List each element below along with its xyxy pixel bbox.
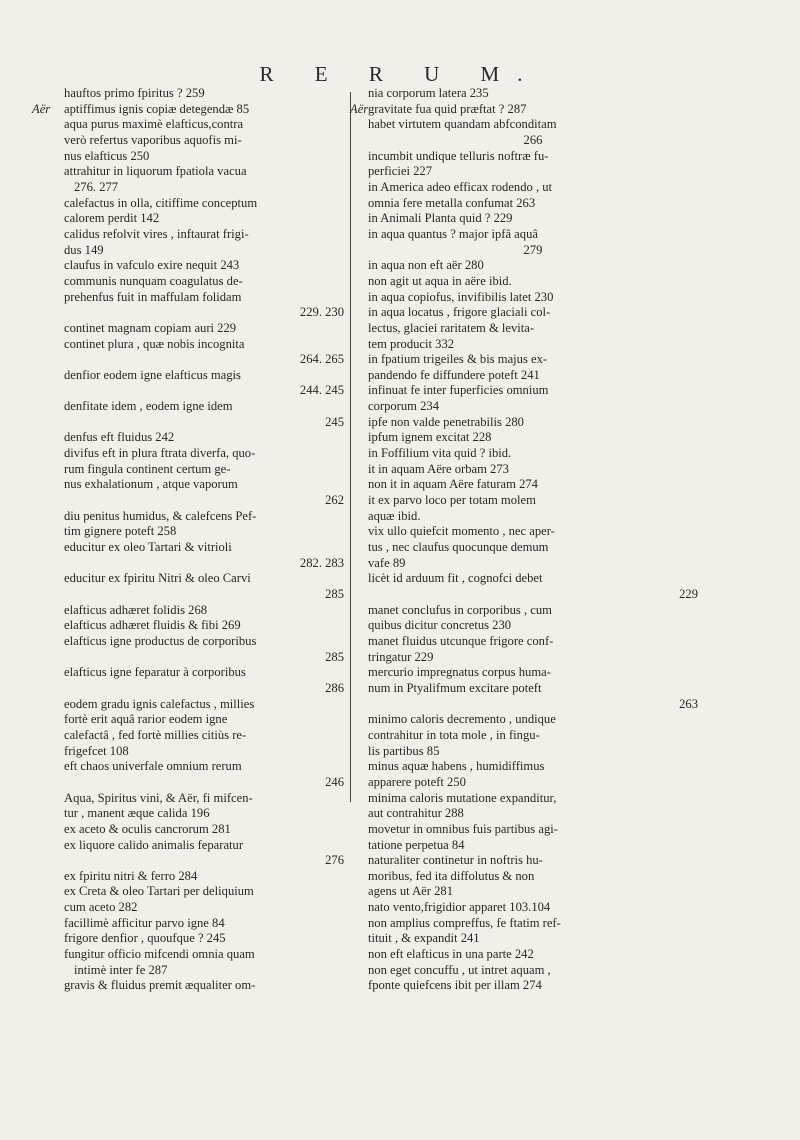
index-entry-text: 244. 245 <box>299 383 344 398</box>
index-entry-text: frigefcet 108 <box>64 743 129 758</box>
index-entry-text: minus aquæ habens , humidiffimus <box>368 759 545 774</box>
index-line <box>368 399 698 415</box>
index-line <box>64 603 344 619</box>
index-entry-text: 276 <box>325 853 344 868</box>
index-line <box>64 931 344 947</box>
index-line <box>368 430 698 446</box>
index-line <box>64 665 344 681</box>
index-entry-text: licèt id arduum fit , cognofci debet <box>368 571 543 586</box>
index-line <box>368 321 698 337</box>
index-entry-text: tus , nec claufus quocunque demum <box>368 540 549 555</box>
index-entry-text: manet fluidus utcunque frigore conf- <box>368 633 554 648</box>
index-line <box>64 791 344 807</box>
margin-keyword: Aër <box>350 101 369 116</box>
index-entry-text: fponte quiefcens ibit per illam 274 <box>368 978 542 993</box>
index-line <box>64 744 344 760</box>
index-entry-text: mercurio impregnatus corpus huma- <box>368 665 551 680</box>
index-entry-text: tatione perpetua 84 <box>368 837 465 852</box>
index-entry-text: tituit , & expandit 241 <box>368 931 480 946</box>
index-entry-text: it ex parvo loco per totam molem <box>368 493 536 508</box>
margin-keyword: Aër <box>32 101 51 116</box>
index-entry-text: it in aquam Aëre orbam 273 <box>368 461 509 476</box>
page-header: R E R U M. <box>259 62 541 86</box>
index-line <box>64 806 344 822</box>
index-line <box>64 399 344 415</box>
index-entry-text: moribus, fed ita diffolutus & non <box>368 868 535 883</box>
index-line <box>32 101 344 118</box>
index-entry-text: eodem gradu ignis calefactus , millies <box>64 696 255 711</box>
index-entry-text: minimo caloris decremento , undique <box>368 712 556 727</box>
index-line <box>64 180 344 196</box>
index-line <box>64 963 344 979</box>
index-entry-text: vix ullo quiefcit momento , nec aper- <box>368 524 555 539</box>
index-line <box>368 806 698 822</box>
index-line <box>64 493 344 509</box>
index-entry-text: 246 <box>325 774 344 789</box>
index-line <box>64 462 344 478</box>
index-line <box>368 133 698 149</box>
index-line <box>64 947 344 963</box>
index-line <box>64 133 344 149</box>
index-line <box>64 305 344 321</box>
index-line <box>368 963 698 979</box>
index-entry-text: lectus, glaciei raritatem & levita- <box>368 320 535 335</box>
index-entry-text: 286 <box>325 680 344 695</box>
index-entry-text: educitur ex fpiritu Nitri & oleo Carvi <box>64 571 251 586</box>
index-entry-text: diu penitus humidus, & calefcens Pef- <box>64 508 257 523</box>
index-entry-text: prehenfus fuit in maffulam folidam <box>64 289 242 304</box>
index-line <box>368 117 698 133</box>
index-line <box>368 681 698 697</box>
index-entry-text: cum aceto 282 <box>64 900 138 915</box>
index-line <box>64 477 344 493</box>
index-line <box>64 759 344 775</box>
index-entry-text: calefactus in olla, citiffime conceptum <box>64 195 258 210</box>
index-line <box>64 650 344 666</box>
index-entry-text: verò refertus vaporibus aquofis mi- <box>64 132 242 147</box>
index-entry-text: elafticus igne feparatur à corporibus <box>64 665 246 680</box>
index-entry-text: 262 <box>325 493 344 508</box>
index-line <box>368 211 698 227</box>
index-entry-text: nato vento,frigidior apparet 103.104 <box>368 900 551 915</box>
index-entry-text: 264. 265 <box>299 352 344 367</box>
index-entry-text: calefactâ , fed fortè millies citiùs re- <box>64 727 247 742</box>
index-line <box>368 446 698 462</box>
index-line <box>64 227 344 243</box>
index-line <box>64 446 344 462</box>
index-entry-text: elafticus adhæret folidis 268 <box>64 602 208 617</box>
index-entry-text: ipfum ignem excitat 228 <box>368 430 492 445</box>
index-entry-text: calidus refolvit vires , inftaurat frigi- <box>64 226 249 241</box>
index-line <box>368 196 698 212</box>
index-entry-text: aquæ ibid. <box>368 508 421 523</box>
index-line <box>368 838 698 854</box>
index-line <box>64 712 344 728</box>
index-line <box>64 853 344 869</box>
index-line <box>64 86 344 102</box>
index-entry-text: tringatur 229 <box>368 649 434 664</box>
index-line <box>64 869 344 885</box>
index-line <box>368 337 698 353</box>
index-entry-text: hauftos primo fpiritus ? 259 <box>64 86 205 100</box>
index-line <box>368 258 698 274</box>
index-line <box>368 556 698 572</box>
index-entry-text: nus elafticus 250 <box>64 148 150 163</box>
index-line <box>64 571 344 587</box>
index-entry-text: in Foffilium vita quid ? ibid. <box>368 446 512 461</box>
index-entry-text: denfus eft fluidus 242 <box>64 430 175 445</box>
index-line <box>64 415 344 431</box>
index-entry-text: gravis & fluidus premit æqualiter om- <box>64 978 256 993</box>
column-divider <box>350 92 351 802</box>
index-line <box>64 916 344 932</box>
index-line <box>368 869 698 885</box>
index-line <box>64 164 344 180</box>
index-entry-text: manet conclufus in corporibus , cum <box>368 602 552 617</box>
index-entry-text: facillimè afficitur parvo igne 84 <box>64 915 225 930</box>
index-line <box>64 838 344 854</box>
index-entry-text: in fpatium trigeiles & bis majus ex- <box>368 352 548 367</box>
index-entry-text: infinuat fe inter fuperficies omnium <box>368 383 549 398</box>
index-line <box>350 101 698 118</box>
index-entry-text: dus 149 <box>64 242 104 257</box>
index-line <box>64 900 344 916</box>
index-entry-text: num in Ptyalifmum excitare poteft <box>368 680 542 695</box>
index-line <box>368 900 698 916</box>
index-entry-text: tim gignere poteft 258 <box>64 524 177 539</box>
index-line <box>64 117 344 133</box>
index-entry-text: 229 <box>679 587 698 601</box>
index-entry-text: contrahitur in tota mole , in fingu- <box>368 727 540 742</box>
index-line <box>64 274 344 290</box>
index-line <box>368 712 698 728</box>
index-line <box>64 775 344 791</box>
index-line <box>368 180 698 196</box>
index-entry-text: 263 <box>679 696 698 711</box>
index-entry-text: gravitate fua quid præftat ? 287 <box>368 101 527 116</box>
index-entry-text: corporum 234 <box>368 399 439 414</box>
index-entry-text: in aqua quantus ? major ipfâ aquâ <box>368 226 538 241</box>
index-line <box>64 321 344 337</box>
index-line <box>64 352 344 368</box>
index-line <box>368 290 698 306</box>
index-entry-text: tur , manent æque calida 196 <box>64 806 210 821</box>
index-line <box>368 884 698 900</box>
index-entry-text: tem producit 332 <box>368 336 455 351</box>
index-line <box>368 665 698 681</box>
index-line <box>64 556 344 572</box>
index-entry-text: continet magnam copiam auri 229 <box>64 320 237 335</box>
index-entry-text: non eft elafticus in una parte 242 <box>368 947 534 962</box>
index-entry-text: denfitate idem , eodem igne idem <box>64 399 233 414</box>
index-entry-text: omnia fere metalla confumat 263 <box>368 195 536 210</box>
index-entry-text: ex fpiritu nitri & ferro 284 <box>64 868 198 883</box>
index-entry-text: intimè inter fe 287 <box>74 962 168 977</box>
index-line <box>368 509 698 525</box>
index-line <box>368 587 698 603</box>
index-entry-text: non eget concuffu , ut intret aquam , <box>368 962 551 977</box>
index-entry-text: ex aceto & oculis cancrorum 281 <box>64 821 231 836</box>
index-entry-text: communis nunquam coagulatus de- <box>64 273 243 288</box>
index-line <box>368 477 698 493</box>
index-line <box>64 728 344 744</box>
index-entry-text: denfior eodem igne elafticus magis <box>64 367 241 382</box>
index-entry-text: in Animali Planta quid ? 229 <box>368 211 513 226</box>
index-line <box>368 744 698 760</box>
index-line <box>64 524 344 540</box>
index-entry-text: 282. 283 <box>299 555 344 570</box>
index-entry-text: attrahitur in liquorum fpatiola vacua <box>64 164 247 179</box>
index-line <box>368 931 698 947</box>
index-entry-text: educitur ex oleo Tartari & vitrioli <box>64 540 232 555</box>
index-line <box>368 305 698 321</box>
index-entry-text: quibus dicitur concretus 230 <box>368 618 512 633</box>
index-entry-text: 279 <box>523 242 543 257</box>
index-entry-text: eft chaos univerfale omnium rerum <box>64 759 242 774</box>
index-line <box>64 383 344 399</box>
index-line <box>64 884 344 900</box>
index-line <box>368 571 698 587</box>
index-line <box>64 509 344 525</box>
index-line <box>64 149 344 165</box>
index-entry-text: nia corporum latera 235 <box>368 86 489 100</box>
index-entry-text: ipfe non valde penetrabilis 280 <box>368 414 524 429</box>
index-entry-text: non agit ut aqua in aëre ibid. <box>368 273 512 288</box>
index-line <box>368 86 698 102</box>
index-entry-text: pandendo fe diffundere poteft 241 <box>368 367 540 382</box>
left-column <box>32 86 344 994</box>
index-line <box>368 775 698 791</box>
index-entry-text: divifus eft in plura ftrata diverfa, quo- <box>64 446 256 461</box>
index-line <box>64 618 344 634</box>
index-entry-text: elafticus adhæret fluidis & fibi 269 <box>64 618 241 633</box>
index-entry-text: nus exhalationum , atque vaporum <box>64 477 238 492</box>
index-entry-text: frigore denfior , quoufque ? 245 <box>64 931 226 946</box>
index-line <box>64 681 344 697</box>
index-line <box>368 164 698 180</box>
index-entry-text: non amplius compreffus, fe ftatim ref- <box>368 915 561 930</box>
index-line <box>368 759 698 775</box>
index-line <box>64 587 344 603</box>
index-line <box>368 728 698 744</box>
index-entry-text: apparere poteft 250 <box>368 774 466 789</box>
index-entry-text: 285 <box>325 649 344 664</box>
index-entry-text: movetur in omnibus fuis partibus agi- <box>368 821 558 836</box>
index-line <box>64 243 344 259</box>
index-line <box>368 978 698 994</box>
index-entry-text: ex Creta & oleo Tartari per deliquium <box>64 884 254 899</box>
index-line <box>368 243 698 259</box>
index-line <box>368 493 698 509</box>
index-line <box>368 149 698 165</box>
index-line <box>368 791 698 807</box>
index-entry-text: minima caloris mutatione expanditur, <box>368 790 557 805</box>
index-line <box>368 697 698 713</box>
index-entry-text: in aqua locatus , frigore glaciali col- <box>368 305 551 320</box>
index-entry-text: aut contrahitur 288 <box>368 806 464 821</box>
index-entry-text: 276. 277 <box>74 179 119 194</box>
index-entry-text: aqua purus maximè elafticus,contra <box>64 117 244 132</box>
index-line <box>64 211 344 227</box>
index-entry-text: aptiffimus ignis copiæ detegendæ 85 <box>64 101 250 116</box>
index-line <box>64 697 344 713</box>
index-entry-text: ex liquore calido animalis feparatur <box>64 837 244 852</box>
index-line <box>368 540 698 556</box>
index-line <box>64 540 344 556</box>
index-line <box>64 258 344 274</box>
index-entry-text: claufus in vafculo exire nequit 243 <box>64 258 240 273</box>
index-entry-text: Aqua, Spiritus vini, & Aër, fi mifcen- <box>64 790 253 805</box>
index-line <box>64 196 344 212</box>
index-line <box>64 290 344 306</box>
index-entry-text: perficiei 227 <box>368 164 432 179</box>
index-line <box>368 650 698 666</box>
index-entry-text: naturaliter continetur in noftris hu- <box>368 853 543 868</box>
index-line <box>64 822 344 838</box>
index-line <box>368 462 698 478</box>
index-line <box>64 430 344 446</box>
index-entry-text: fortè erit aquâ rarior eodem igne <box>64 712 228 727</box>
index-line <box>64 337 344 353</box>
index-line <box>368 822 698 838</box>
index-line <box>368 916 698 932</box>
index-entry-text: in aqua copiofus, invifibilis latet 230 <box>368 289 554 304</box>
index-entry-text: non it in aquam Aëre faturam 274 <box>368 477 538 492</box>
index-line <box>64 978 344 994</box>
index-line <box>368 853 698 869</box>
index-entry-text: rum fingula continent certum ge- <box>64 461 231 476</box>
index-entry-text: elafticus igne productus de corporibus <box>64 633 257 648</box>
index-entry-text: vafe 89 <box>368 555 406 570</box>
index-entry-text: calorem perdit 142 <box>64 211 160 226</box>
index-entry-text: fungitur officio mifcendi omnia quam <box>64 947 255 962</box>
index-entry-text: lis partibus 85 <box>368 743 440 758</box>
index-line <box>64 634 344 650</box>
index-entry-text: agens ut Aër 281 <box>368 884 453 899</box>
index-entry-text: in America adeo efficax rodendo , ut <box>368 179 553 194</box>
index-entry-text: 285 <box>325 587 344 601</box>
index-entry-text: 266 <box>523 132 543 147</box>
index-line <box>368 274 698 290</box>
index-line <box>368 415 698 431</box>
index-entry-text: continet plura , quæ nobis incognita <box>64 336 245 351</box>
index-line <box>64 368 344 384</box>
index-entry-text: habet virtutem quandam abfconditam <box>368 117 557 132</box>
index-line <box>368 634 698 650</box>
index-line <box>368 227 698 243</box>
index-line <box>368 383 698 399</box>
index-entry-text: incumbit undique telluris noftræ fu- <box>368 148 549 163</box>
index-line <box>368 352 698 368</box>
index-line <box>368 603 698 619</box>
index-line <box>368 368 698 384</box>
right-column <box>350 86 698 994</box>
index-line <box>368 947 698 963</box>
index-entry-text: 245 <box>325 414 344 429</box>
index-line <box>368 524 698 540</box>
index-line <box>368 618 698 634</box>
index-entry-text: in aqua non eft aër 280 <box>368 258 484 273</box>
index-entry-text: 229. 230 <box>299 305 344 320</box>
